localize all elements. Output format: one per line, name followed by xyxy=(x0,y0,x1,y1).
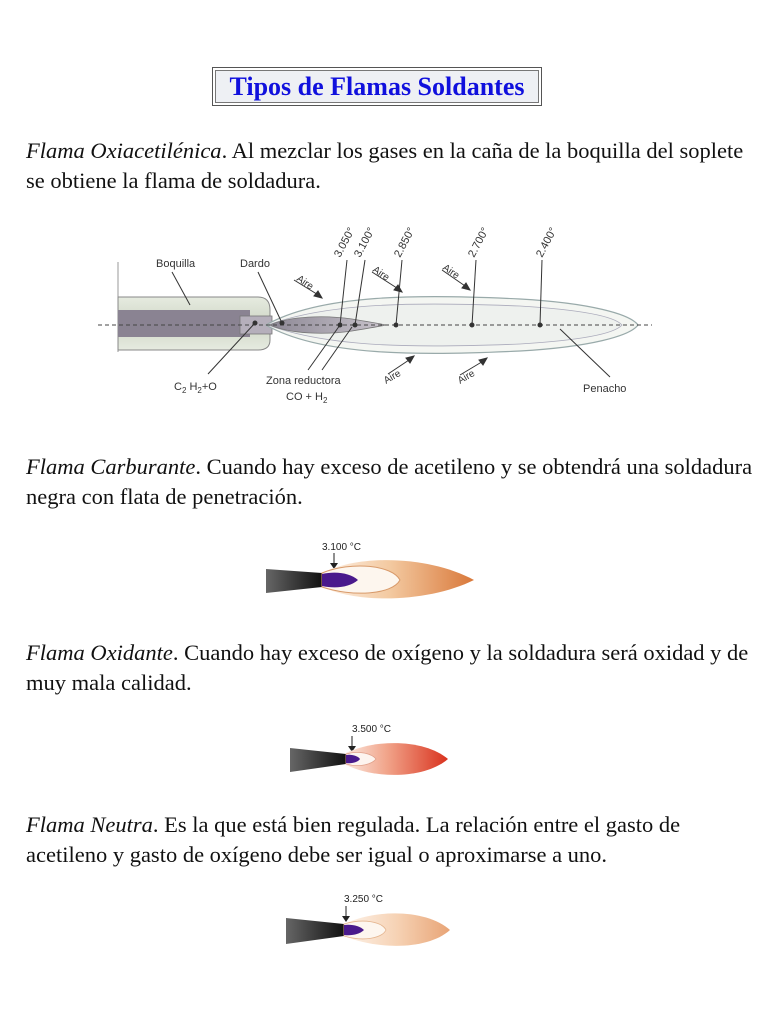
neutra-temp: 3.250 °C xyxy=(344,894,384,905)
oxidante-temp: 3.500 °C xyxy=(352,724,392,735)
label-dardo: Dardo xyxy=(240,258,270,270)
section-oxiacetilenica xyxy=(26,136,756,196)
label-temp-3100: 3.100° xyxy=(352,225,378,260)
label-aire-5: Aire xyxy=(456,368,477,387)
label-temp-3050: 3.050° xyxy=(332,225,358,260)
label-temp-2700: 2.700° xyxy=(466,225,492,260)
section-lead: Flama Neutra xyxy=(26,812,153,837)
label-zona-gases: CO + $H_2$ xyxy=(286,391,328,405)
oxidante-flame xyxy=(286,718,456,780)
label-boquilla: Boquilla xyxy=(156,258,196,270)
section-oxidante xyxy=(26,638,756,698)
section-lead: Flama Oxidante xyxy=(26,640,173,665)
label-temp-2850: 2.850° xyxy=(392,225,418,260)
label-zona-reductora: Zona reductora xyxy=(266,375,341,387)
label-aire-1: Aire xyxy=(294,273,316,293)
title-box xyxy=(212,67,542,106)
label-penacho: Penacho xyxy=(583,383,627,395)
torch-tip xyxy=(266,569,322,593)
section-neutra xyxy=(26,810,756,870)
label-aire-3: Aire xyxy=(440,262,462,282)
section-lead: Flama Oxiacetilénica xyxy=(26,138,222,163)
section-text: . Al mezclar los gases en la caña de la boquilla del soplete se obtiene la flama de soldadura. xyxy=(26,138,744,193)
nozzle-bore xyxy=(118,310,250,337)
section-text: . Es la que está bien regulada. La relación entre el gasto de acetileno y gasto de oxígeno debe ser igual o aproximarse a uno. xyxy=(26,812,681,867)
label-aire-4: Aire xyxy=(382,368,403,387)
section-text: . Cuando hay exceso de acetileno y se obtendrá una soldadura negra con flata de penetración. xyxy=(26,454,753,509)
torch-tip xyxy=(286,918,344,944)
label-temp-2400: 2.400° xyxy=(534,225,560,260)
section-lead: Flama Carburante xyxy=(26,454,196,479)
carburante-temp: 3.100 °C xyxy=(322,542,362,553)
neutra-flame xyxy=(282,888,457,950)
section-text: . Cuando hay exceso de oxígeno y la soldadura será oxidad y de muy mala calidad. xyxy=(26,640,749,695)
section-carburante xyxy=(26,452,756,512)
oxyacetylene-flame-diagram xyxy=(90,222,670,437)
torch-tip xyxy=(290,748,346,772)
page-title: Tipos de Flamas Soldantes xyxy=(229,71,525,101)
label-aire-2: Aire xyxy=(370,264,392,284)
carburante-flame xyxy=(262,535,482,607)
label-mezcla: $C_2$ $H_2+O$ xyxy=(174,381,217,395)
